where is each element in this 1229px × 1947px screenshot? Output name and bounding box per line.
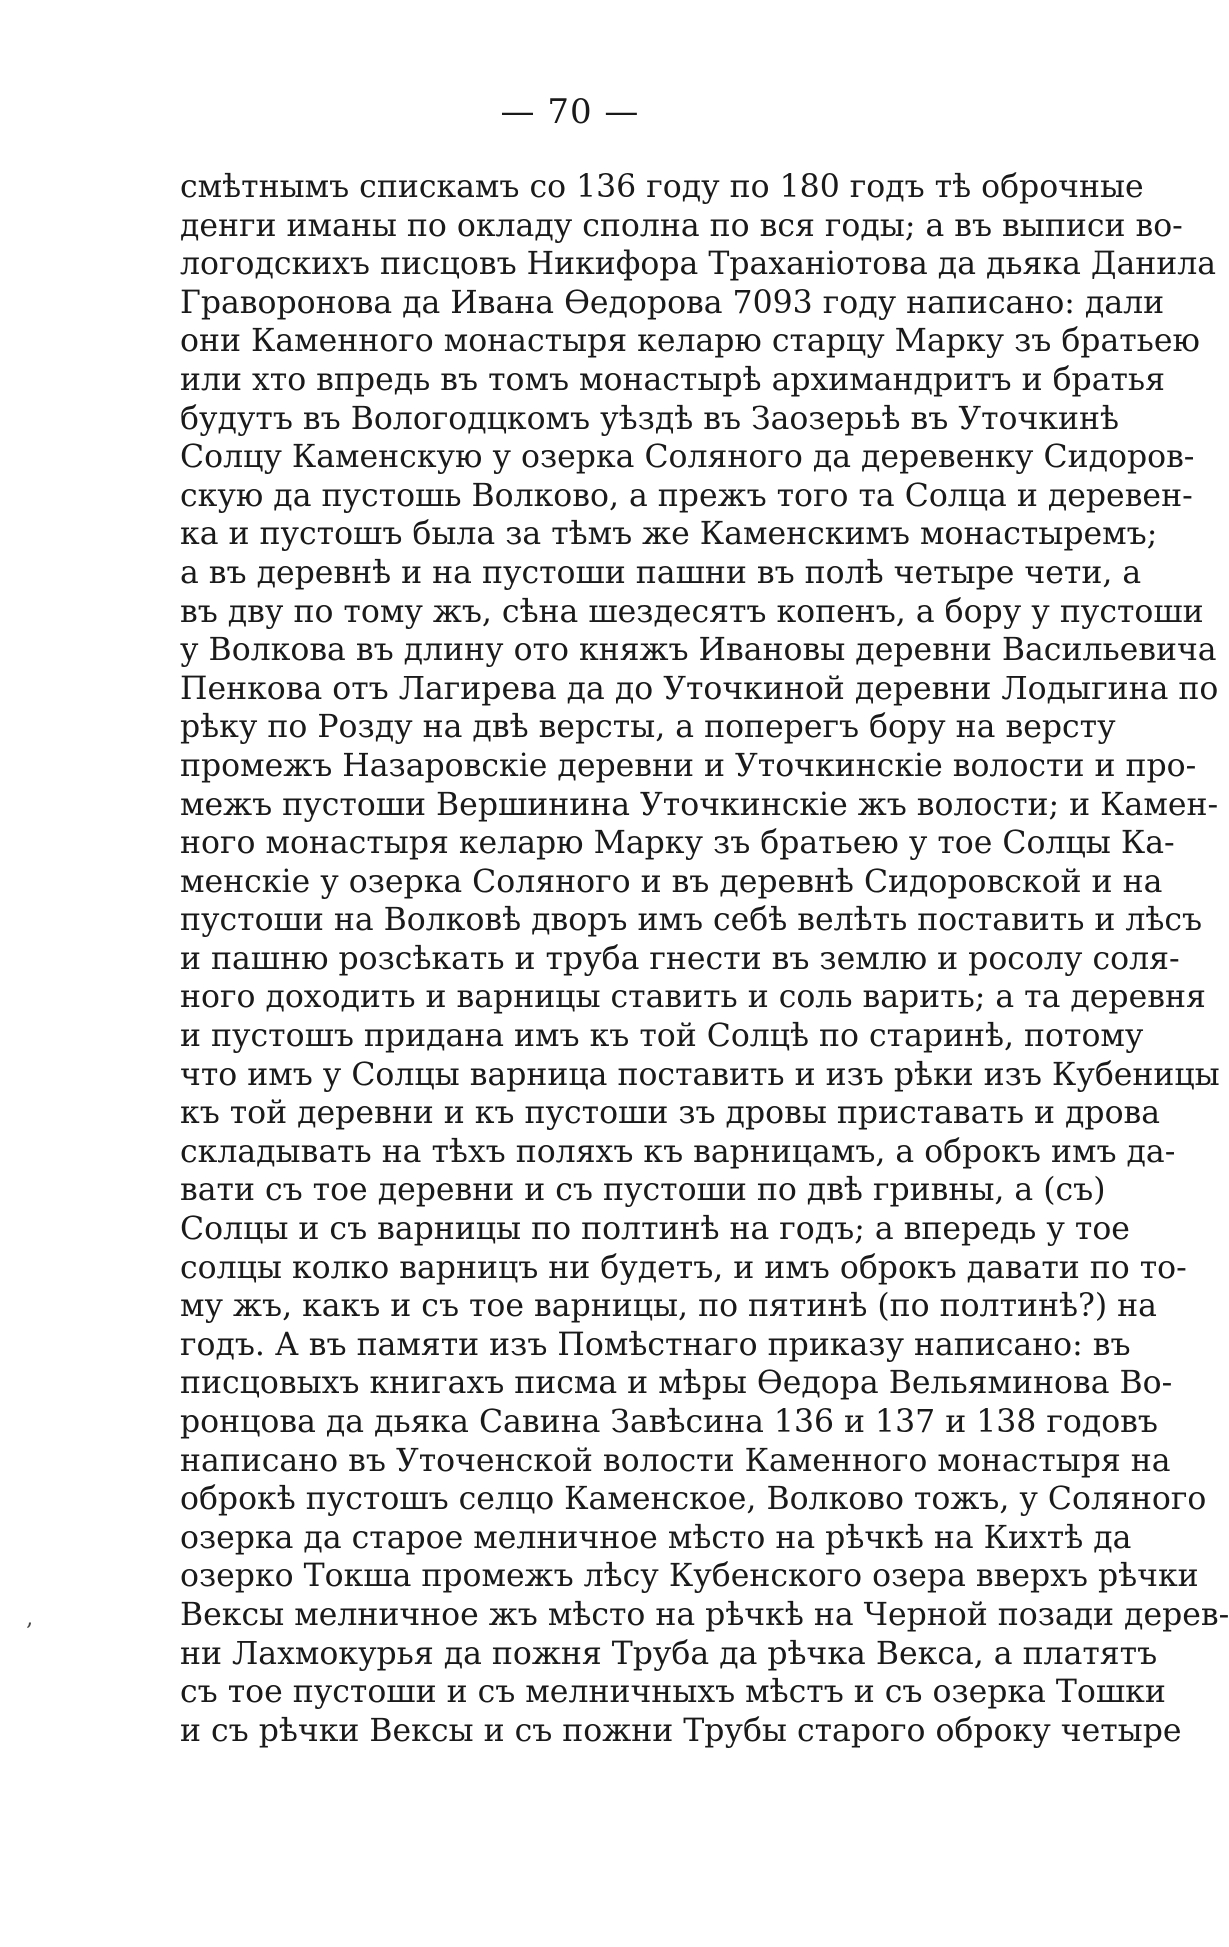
text-line: а въ деревнѣ и на пустоши пашни въ полѣ четыре чети, а <box>180 554 1142 591</box>
text-line: и пустошъ придана имъ къ той Солцѣ по старинѣ, потому <box>180 1018 1144 1055</box>
text-line: му жъ, какъ и съ тое варницы, по пятинѣ (по полтинѣ?) на <box>180 1288 1157 1325</box>
text-line: въ дву по тому жъ, сѣна шездесятъ копенъ, а бору у пустоши <box>180 593 1204 630</box>
text-line: написано въ Уточенской волости Каменного монастыря на <box>180 1442 1171 1479</box>
page-body <box>180 168 1229 1750</box>
text-line: у Волкова въ длину ото княжъ Ивановы деревни Васильевича <box>180 632 1217 669</box>
text-line: ного монастыря келарю Марку зъ братьею у тое Солцы Ка- <box>180 825 1175 862</box>
text-line: что имъ у Солцы варница поставить и изъ рѣки изъ Кубеницы <box>180 1056 1220 1093</box>
text-line: смѣтнымъ спискамъ со 136 году по 180 годъ тѣ оброчные <box>180 169 1144 205</box>
text-line: озерка да старое мелничное мѣсто на рѣчкѣ на Кихтѣ да <box>180 1519 1132 1556</box>
text-line: менскіе у озерка Соляного и въ деревнѣ Сидоровской и на <box>180 863 1163 900</box>
text-line: ни Лахмокурья да пожня Труба да рѣчка Векса, а платятъ <box>180 1635 1158 1672</box>
text-line: рѣку по Розду на двѣ версты, а поперегъ бору на версту <box>180 709 1116 746</box>
text-line: вати съ тое деревни и съ пустоши по двѣ гривны, а (съ) <box>180 1172 1106 1209</box>
text-line: Пенкова отъ Лагирева да до Уточкиной деревни Лодыгина по <box>180 670 1219 707</box>
text-line: и съ рѣчки Вексы и съ пожни Трубы старого оброку четыре <box>180 1712 1182 1749</box>
text-line: скую да пустошь Волково, а прежъ того та Солца и деревен- <box>180 477 1193 514</box>
text-line: пустоши на Волковѣ дворъ имъ себѣ велѣть поставить и лѣсъ <box>180 902 1203 939</box>
text-line: солцы колко варницъ ни будетъ, и имъ оброкъ давати по то- <box>180 1249 1187 1286</box>
text-line: ронцова да дьяка Савина Завѣсина 136 и 137 и 138 годовъ <box>180 1404 1158 1440</box>
text-line: складывать на тѣхъ поляхъ къ варницамъ, а оброкъ имъ да- <box>180 1133 1176 1170</box>
text-line: ка и пустошъ была за тѣмъ же Каменскимъ монастыремъ; <box>180 516 1158 553</box>
text-line: годъ. А въ памяти изъ Помѣстнаго приказу написано: въ <box>180 1326 1131 1363</box>
text-line: озерко Токша промежъ лѣсу Кубенского озера вверхъ рѣчки <box>180 1558 1199 1595</box>
text-line: ного доходить и варницы ставить и соль варить; а та деревня <box>180 979 1206 1016</box>
text-line: логодскихъ писцовъ Никифора Траханіотова да дьяка Данила <box>180 246 1217 283</box>
text-line: межъ пустоши Вершинина Уточкинскіе жъ волости; и Камен- <box>180 786 1219 823</box>
text-line: промежъ Назаровскіе деревни и Уточкинскіе волости и про- <box>180 747 1197 784</box>
page-number: — 70 — <box>500 92 640 132</box>
text-line: Солцу Каменскую у озерка Соляного да деревенку Сидоров- <box>180 439 1195 476</box>
text-line: будутъ въ Вологодцкомъ уѣздѣ въ Заозерьѣ въ Уточкинѣ <box>180 400 1119 437</box>
text-line: оброкѣ пустошъ селцо Каменское, Волково тожъ, у Соляного <box>180 1481 1207 1518</box>
text-line: и пашню розсѣкать и труба гнести въ землю и росолу соля- <box>180 940 1180 977</box>
text-line: Солцы и съ варницы по полтинѣ на годъ; а впередь у тое <box>180 1211 1130 1248</box>
text-line: съ тое пустоши и съ мелничныхъ мѣстъ и съ озерка Тошки <box>180 1674 1166 1711</box>
text-line: Граворонова да Ивана Өедорова 7093 году написано: дали <box>180 284 1165 321</box>
text-line: Вексы мелничное жъ мѣсто на рѣчкѣ на Черной позади дерев- <box>180 1596 1229 1633</box>
text-line: къ той деревни и къ пустоши зъ дровы приставать и дрова <box>180 1095 1161 1132</box>
margin-mark: ‚ <box>26 1606 33 1631</box>
text-line: писцовыхъ книгахъ писма и мѣры Өедора Вельяминова Во- <box>180 1365 1173 1402</box>
text-line: денги иманы по окладу сполна по вся годы; а въ выписи во- <box>180 207 1183 244</box>
text-line: они Каменного монастыря келарю старцу Марку зъ братьею <box>180 323 1200 360</box>
text-line: или хто впредь въ томъ монастырѣ архимандритъ и братья <box>180 361 1165 398</box>
